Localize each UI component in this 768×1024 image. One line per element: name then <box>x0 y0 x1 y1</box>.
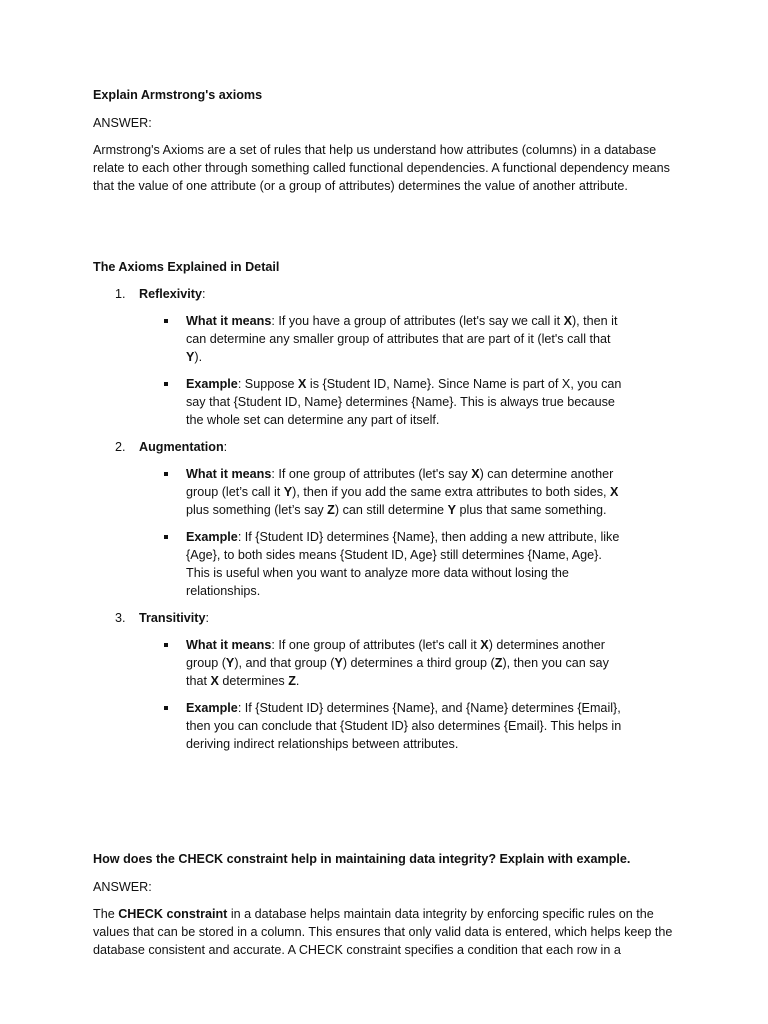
answer-label-2: ANSWER: <box>93 880 152 894</box>
item-bold-var: Y <box>283 485 293 499</box>
item-text: ), and that group ( <box>234 656 335 670</box>
item-label: What it means <box>186 314 272 328</box>
item-text: plus that same something. <box>455 503 607 517</box>
item-text: ) determines a third group ( <box>342 656 495 670</box>
item-bold-var: Y <box>447 503 456 517</box>
check-constraint-paragraph <box>93 905 683 959</box>
item-label: Example <box>186 530 238 544</box>
square-bullet-icon <box>164 319 168 323</box>
item-bold-var: Z <box>494 656 503 670</box>
square-bullet-icon <box>164 643 168 647</box>
axiom-title: Augmentation <box>139 440 224 454</box>
item-text: ) can determine another group (let’s call it <box>186 467 614 499</box>
answer-label-1: ANSWER: <box>93 116 152 130</box>
document-page <box>93 86 683 959</box>
item-text: plus something (let’s say <box>186 503 328 517</box>
list-item <box>139 528 626 600</box>
list-item <box>139 375 626 429</box>
axioms-list <box>93 285 683 753</box>
item-text: ), then if you add the same extra attributes to both sides, <box>292 485 610 499</box>
item-text: determines <box>218 674 289 688</box>
item-label: Example <box>186 701 238 715</box>
para-bold-term: CHECK constraint <box>118 907 228 921</box>
item-text: : If {Student ID} determines {Name}, then adding a new attribute, like {Age}, to both sides means {Student ID, Age} still determines {Name, Age}. This is useful when you want to analyze more data without losing the relationships. <box>186 530 620 598</box>
item-bold-var: X <box>610 485 619 499</box>
item-bold-var: Y <box>225 656 235 670</box>
item-text: : If you have a group of attributes (let's say we call it <box>271 314 564 328</box>
item-label: What it means <box>186 638 272 652</box>
item-bold-var: Z <box>327 503 335 517</box>
list-item <box>139 699 626 753</box>
axiom-number: 3. <box>115 611 126 625</box>
item-bold-var: X <box>471 467 480 481</box>
item-bold-var: X <box>480 638 489 652</box>
square-bullet-icon <box>164 535 168 539</box>
item-text: : Suppose <box>237 377 299 391</box>
axioms-section-heading: The Axioms Explained in Detail <box>93 260 280 274</box>
item-bold-var: Y <box>334 656 343 670</box>
axiom-number: 2. <box>115 440 126 454</box>
axiom-colon: : <box>205 611 209 625</box>
list-item <box>139 465 626 519</box>
item-text: . <box>295 674 300 688</box>
item-text: : If {Student ID} determines {Name}, and {Name} determines {Email}, then you can conclude that {Student ID} also determines {Email}. This helps in deriving indirect relationships between attributes. <box>186 701 622 751</box>
item-label: What it means <box>186 467 272 481</box>
armstrong-intro-paragraph: Armstrong's Axioms are a set of rules that help us understand how attributes (columns) in a database relate to each other through something called functional dependencies. A functional dependency means that the value of one attribute (or a group of attributes) determines the value of another attribute. <box>93 143 670 193</box>
item-text: ). <box>194 350 203 364</box>
list-item <box>139 636 626 690</box>
item-text: ) determines another group ( <box>186 638 605 670</box>
item-bold-var: X <box>298 377 307 391</box>
axiom-colon: : <box>202 287 206 301</box>
square-bullet-icon <box>164 382 168 386</box>
list-item <box>139 312 626 366</box>
para-text: in a database helps maintain data integrity by enforcing specific rules on the values that can be stored in a column. This ensures that only valid data is entered, which helps keep the database consistent and accurate. A CHECK constraint specifies a condition that each row in a <box>93 907 673 957</box>
item-text: ) can still determine <box>334 503 448 517</box>
item-text: is {Student ID, Name}. Since Name is part of X, you can say that {Student ID, Name} determines {Name}. This is always true because the whole set can determine any part of itself. <box>186 377 622 427</box>
item-text: : If one group of attributes (let's say <box>271 467 472 481</box>
item-bold-var: X <box>210 674 219 688</box>
item-bold-var: X <box>563 314 572 328</box>
square-bullet-icon <box>164 706 168 710</box>
item-text: ), then you can say that <box>186 656 609 688</box>
axiom-title: Reflexivity <box>139 287 202 301</box>
question-2-title: How does the CHECK constraint help in maintaining data integrity? Explain with example. <box>93 852 631 866</box>
axiom-transitivity <box>93 609 683 753</box>
axiom-title: Transitivity <box>139 611 206 625</box>
item-text: : If one group of attributes (let's call it <box>271 638 481 652</box>
axiom-colon: : <box>223 440 228 454</box>
axiom-number: 1. <box>115 287 126 301</box>
para-text: The <box>93 907 119 921</box>
axiom-reflexivity <box>93 285 683 429</box>
item-bold-var: Z <box>288 674 296 688</box>
item-bold-var: Y <box>186 350 195 364</box>
question-1-title: Explain Armstrong's axioms <box>93 88 263 102</box>
item-label: Example <box>186 377 238 391</box>
axiom-augmentation <box>93 438 683 600</box>
square-bullet-icon <box>164 472 168 476</box>
item-text: ), then it can determine any smaller group of attributes that are part of it (let's call that <box>186 314 618 346</box>
